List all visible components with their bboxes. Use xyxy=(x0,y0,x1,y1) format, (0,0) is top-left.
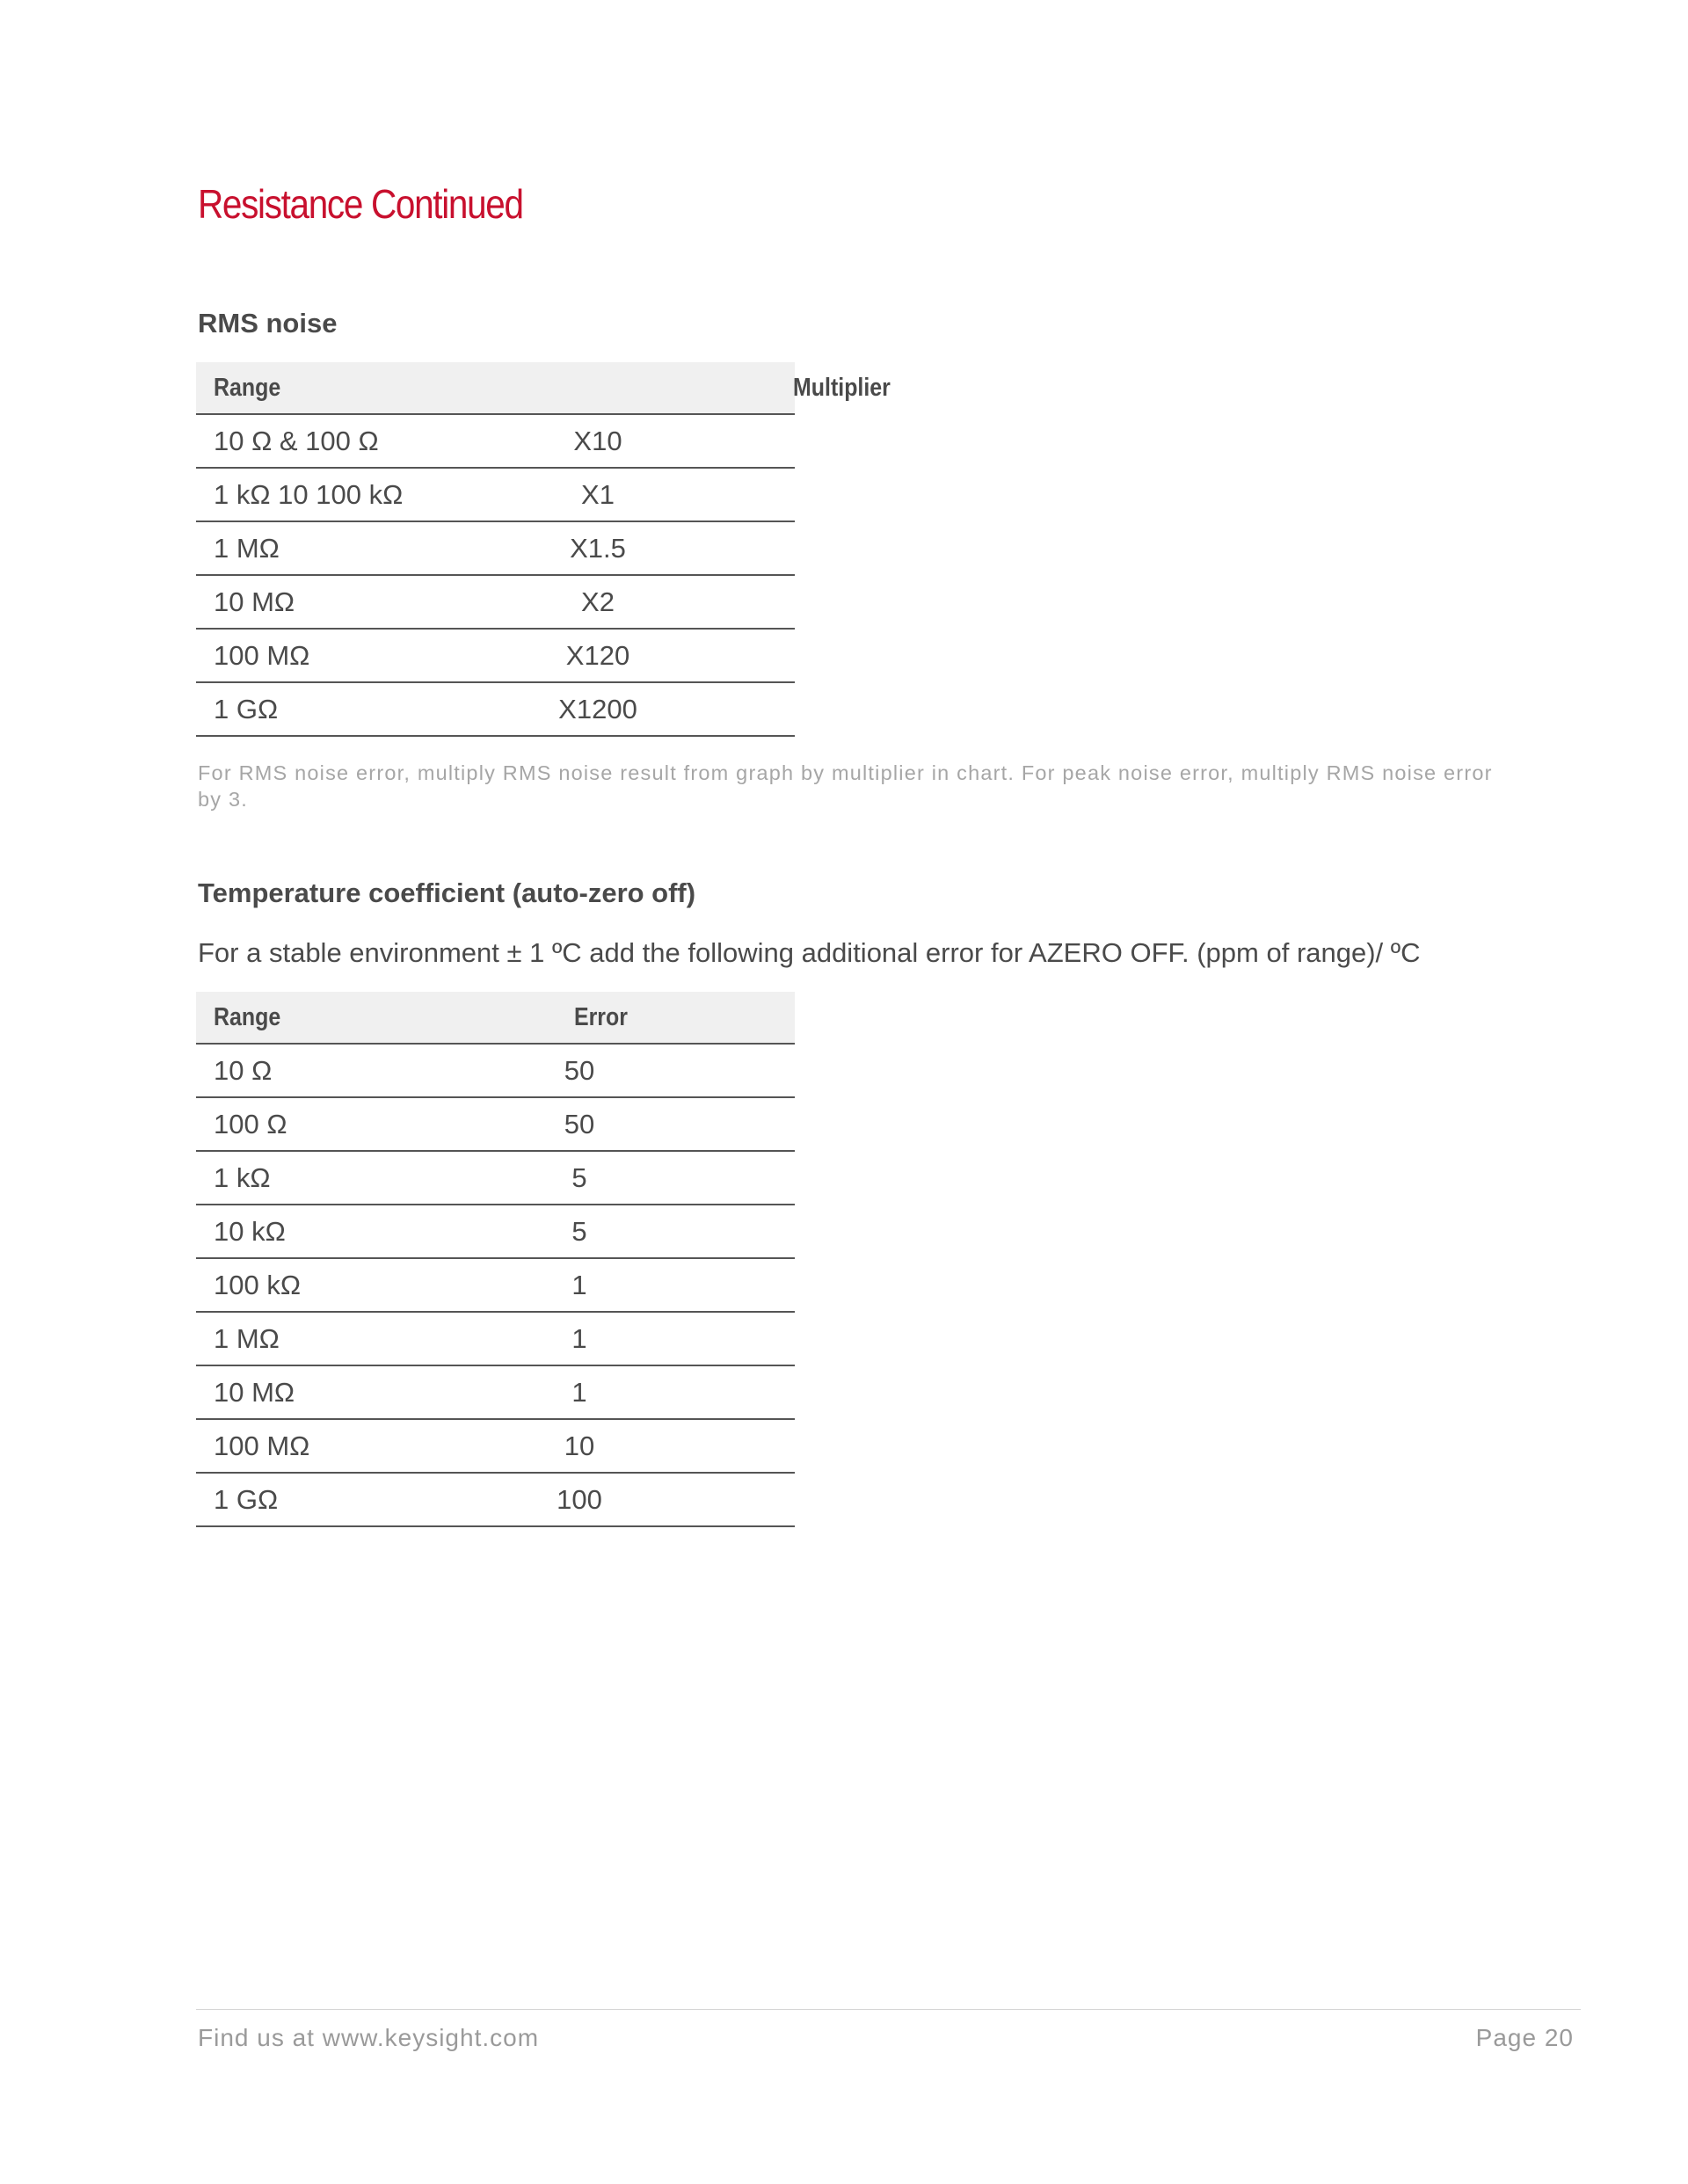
value-cell: 100 xyxy=(416,1473,795,1526)
range-cell: 100 kΩ xyxy=(196,1258,416,1312)
range-cell: 10 Ω & 100 Ω xyxy=(196,414,416,468)
range-cell: 10 MΩ xyxy=(196,575,416,629)
table-row xyxy=(196,1312,795,1365)
value-cell: 10 xyxy=(416,1419,795,1473)
value-cell: 5 xyxy=(416,1151,795,1205)
table-row xyxy=(196,1419,795,1473)
value-cell: 50 xyxy=(416,1097,795,1151)
table-row xyxy=(196,629,795,682)
table-header-row xyxy=(196,362,795,414)
value-cell: X1200 xyxy=(416,682,795,736)
range-cell: 1 MΩ xyxy=(196,1312,416,1365)
value-cell: 5 xyxy=(416,1205,795,1258)
range-cell: 100 Ω xyxy=(196,1097,416,1151)
range-cell: 100 MΩ xyxy=(196,1419,416,1473)
range-cell: 1 GΩ xyxy=(196,1473,416,1526)
table-row xyxy=(196,468,795,521)
temp-coefficient-intro: For a stable environment ± 1 ºC add the following additional error for AZERO OFF. (ppm of range)/ ºC xyxy=(198,937,1421,968)
value-cell: X10 xyxy=(416,414,795,468)
value-cell: 50 xyxy=(416,1044,795,1097)
table-row xyxy=(196,414,795,468)
column-header-range: Range xyxy=(196,992,416,1044)
value-cell: 1 xyxy=(416,1312,795,1365)
value-cell: X120 xyxy=(416,629,795,682)
value-cell: X1 xyxy=(416,468,795,521)
range-cell: 100 MΩ xyxy=(196,629,416,682)
table-row xyxy=(196,1097,795,1151)
range-cell: 10 MΩ xyxy=(196,1365,416,1419)
rms-noise-heading: RMS noise xyxy=(198,308,338,339)
value-cell: X1.5 xyxy=(416,521,795,575)
range-cell: 1 kΩ 10 100 kΩ xyxy=(196,468,416,521)
rms-noise-note: For RMS noise error, multiply RMS noise result from graph by multiplier in chart. For peak noise error, multiply RMS noise error by 3. xyxy=(198,761,1493,811)
range-cell: 1 MΩ xyxy=(196,521,416,575)
temp-coefficient-table xyxy=(196,992,795,1527)
range-cell: 10 Ω xyxy=(196,1044,416,1097)
value-cell: X2 xyxy=(416,575,795,629)
page-title: Resistance Continued xyxy=(198,181,523,227)
value-cell: 1 xyxy=(416,1258,795,1312)
column-header-multiplier: Multiplier xyxy=(416,362,795,414)
range-cell: 10 kΩ xyxy=(196,1205,416,1258)
column-header-range: Range xyxy=(196,362,416,414)
table-row xyxy=(196,1258,795,1312)
page-number: Page 20 xyxy=(1475,2024,1574,2051)
table-row xyxy=(196,521,795,575)
table-row xyxy=(196,1151,795,1205)
range-cell: 1 GΩ xyxy=(196,682,416,736)
table-header-row xyxy=(196,992,795,1044)
rms-noise-table xyxy=(196,362,891,737)
column-header-error: Error xyxy=(416,992,795,1044)
footer-divider xyxy=(196,2009,1581,2010)
value-cell: 1 xyxy=(416,1365,795,1419)
table-row xyxy=(196,1044,795,1097)
temp-coefficient-heading: Temperature coefficient (auto-zero off) xyxy=(198,877,696,908)
table-row xyxy=(196,575,795,629)
range-cell: 1 kΩ xyxy=(196,1151,416,1205)
table-row xyxy=(196,1205,795,1258)
table-row xyxy=(196,682,795,736)
table-row xyxy=(196,1365,795,1419)
table-row xyxy=(196,1473,795,1526)
footer-website: Find us at www.keysight.com xyxy=(198,2024,540,2051)
